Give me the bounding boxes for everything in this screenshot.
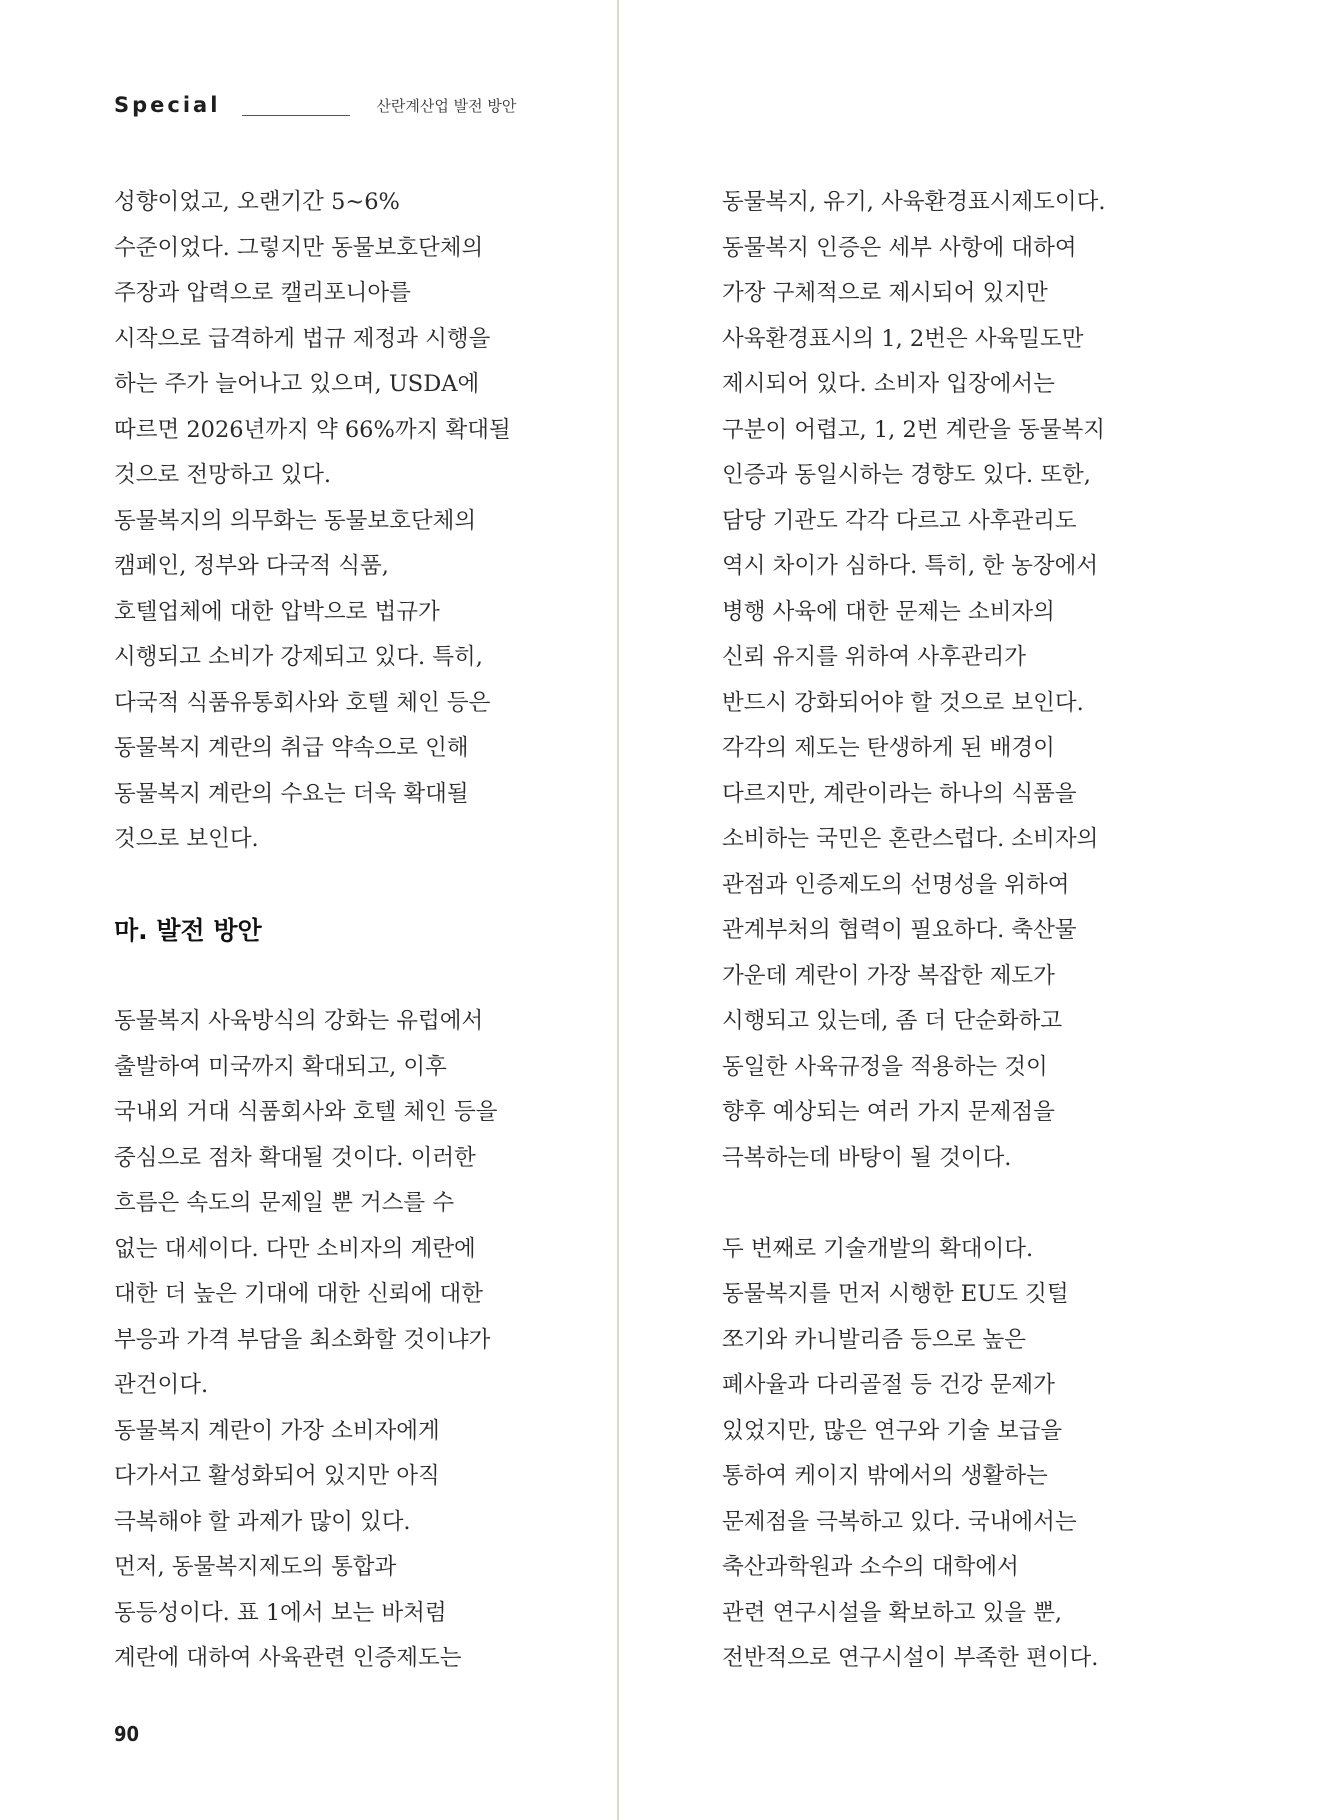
body-text-line: 인증과 동일시하는 경향도 있다. 또한, xyxy=(722,462,1091,488)
paragraph-gap xyxy=(722,1181,1142,1227)
body-text-line: 동물복지를 먼저 시행한 EU도 깃털 xyxy=(722,1281,1069,1307)
body-text-line: 동물복지 계란의 취급 약속으로 인해 xyxy=(114,735,469,761)
body-text-line: 다국적 식품유통회사와 호텔 체인 등은 xyxy=(114,689,491,716)
body-text-line: 향후 예상되는 여러 가지 문제점을 xyxy=(722,1099,1055,1125)
body-text-line: 관점과 인증제도의 선명성을 위하여 xyxy=(722,871,1070,898)
body-text-line: 대한 더 높은 기대에 대한 신뢰에 대한 xyxy=(114,1281,483,1307)
body-text-line: 먼저, 동물복지제도의 통합과 xyxy=(114,1554,397,1580)
left-text-column xyxy=(114,180,534,1682)
body-text-line: 동물복지 인증은 세부 사항에 대하여 xyxy=(722,234,1077,261)
body-text-line: 구분이 어렵고, 1, 2번 계란을 동물복지 xyxy=(722,416,1105,443)
body-text-line: 수준이었다. 그렇지만 동물보호단체의 xyxy=(114,234,484,261)
body-text-line: 반드시 강화되어야 할 것으로 보인다. xyxy=(722,689,1084,716)
article-title: 산란계산업 발전 방안 xyxy=(376,96,517,115)
body-text-line: 출발하여 미국까지 확대되고, 이후 xyxy=(114,1053,447,1080)
body-text-line: 극복하는데 바탕이 될 것이다. xyxy=(722,1144,1012,1171)
body-text-line: 동물복지 사육방식의 강화는 유럽에서 xyxy=(114,1008,484,1034)
paragraph-gap xyxy=(114,863,534,909)
section-label: Special xyxy=(114,93,221,117)
body-text-line: 두 번째로 기술개발의 확대이다. xyxy=(722,1235,1034,1262)
body-text-line: 동물복지 계란이 가장 소비자에게 xyxy=(114,1417,440,1444)
body-text-line: 흐름은 속도의 문제일 뿐 거스를 수 xyxy=(114,1190,455,1216)
body-text-line: 있었지만, 많은 연구와 기술 보급을 xyxy=(722,1417,1063,1444)
body-text-line: 것으로 보인다. xyxy=(114,826,259,852)
body-text-line: 폐사율과 다리골절 등 건강 문제가 xyxy=(722,1372,1055,1398)
body-text-line: 담당 기관도 각각 다르고 사후관리도 xyxy=(722,507,1077,534)
body-text-line: 각각의 제도는 탄생하게 된 배경이 xyxy=(722,735,1055,761)
body-text-line: 신뢰 유지를 위하여 사후관리가 xyxy=(722,644,1027,670)
body-text-line: 동물복지 계란의 수요는 더욱 확대될 xyxy=(114,780,469,807)
body-text-line: 가장 구체적으로 제시되어 있지만 xyxy=(722,280,1048,306)
body-text-line: 통하여 케이지 밖에서의 생활하는 xyxy=(722,1463,1048,1489)
body-text-line: 축산과학원과 소수의 대학에서 xyxy=(722,1554,1019,1580)
body-text-line: 성향이었고, 오랜기간 5~6% xyxy=(114,189,400,215)
page-gutter-line xyxy=(617,0,619,1820)
body-text-line: 계란에 대하여 사육관련 인증제도는 xyxy=(114,1645,462,1671)
body-text-line: 국내외 거대 식품회사와 호텔 체인 등을 xyxy=(114,1099,498,1125)
paragraph-gap xyxy=(114,954,534,1000)
body-text-line: 관계부처의 협력이 필요하다. 축산물 xyxy=(722,917,1077,943)
body-text-line: 동등성이다. 표 1에서 보는 바처럼 xyxy=(114,1599,447,1626)
body-text-line: 주장과 압력으로 캘리포니아를 xyxy=(114,280,411,306)
body-text-line: 역시 차이가 심하다. 특히, 한 농장에서 xyxy=(722,553,1099,579)
body-text-line: 시작으로 급격하게 법규 제정과 시행을 xyxy=(114,325,491,352)
body-text-line: 제시되어 있다. 소비자 입장에서는 xyxy=(722,371,1055,397)
running-header xyxy=(114,90,516,120)
body-text-line: 중심으로 점차 확대될 것이다. 이러한 xyxy=(114,1144,476,1171)
body-text-line: 극복해야 할 과제가 많이 있다. xyxy=(114,1508,411,1535)
body-text-line: 하는 주가 늘어나고 있으며, USDA에 xyxy=(114,371,480,397)
body-text-line: 없는 대세이다. 다만 소비자의 계란에 xyxy=(114,1235,476,1262)
body-text-line: 따르면 2026년까지 약 66%까지 확대될 xyxy=(114,416,511,443)
body-text-line: 전반적으로 연구시설이 부족한 편이다. xyxy=(722,1645,1099,1671)
body-text-line: 동일한 사육규정을 적용하는 것이 xyxy=(722,1053,1048,1080)
body-text-line: 동물복지, 유기, 사육환경표시제도이다. xyxy=(722,189,1106,215)
body-text-line: 호텔업체에 대한 압박으로 법규가 xyxy=(114,598,440,625)
body-text-line: 시행되고 있는데, 좀 더 단순화하고 xyxy=(722,1008,1063,1034)
page-number: 90 xyxy=(114,1722,140,1746)
header-rule xyxy=(242,115,350,116)
body-text-line: 쪼기와 카니발리즘 등으로 높은 xyxy=(722,1326,1027,1353)
body-text-line: 캠페인, 정부와 다국적 식품, xyxy=(114,553,389,579)
body-text-line: 부응과 가격 부담을 최소화할 것이냐가 xyxy=(114,1326,491,1353)
body-text-line: 관건이다. xyxy=(114,1372,209,1398)
body-text-line: 다가서고 활성화되어 있지만 아직 xyxy=(114,1463,440,1489)
body-text-line: 병행 사육에 대한 문제는 소비자의 xyxy=(722,598,1055,625)
body-text-line: 문제점을 극복하고 있다. 국내에서는 xyxy=(722,1508,1077,1535)
body-text-line: 사육환경표시의 1, 2번은 사육밀도만 xyxy=(722,325,1084,352)
right-text-column xyxy=(722,180,1142,1682)
body-text-line: 다르지만, 계란이라는 하나의 식품을 xyxy=(722,780,1077,807)
body-text-line: 관련 연구시설을 확보하고 있을 뿐, xyxy=(722,1599,1063,1626)
body-text-line: 동물복지의 의무화는 동물보호단체의 xyxy=(114,507,477,534)
body-text-line: 가운데 계란이 가장 복잡한 제도가 xyxy=(722,962,1055,989)
body-text-line: 것으로 전망하고 있다. xyxy=(114,462,332,488)
section-heading: 마. 발전 방안 xyxy=(114,916,262,945)
body-text-line: 소비하는 국민은 혼란스럽다. 소비자의 xyxy=(722,826,1099,852)
body-text-line: 시행되고 소비가 강제되고 있다. 특히, xyxy=(114,644,483,670)
